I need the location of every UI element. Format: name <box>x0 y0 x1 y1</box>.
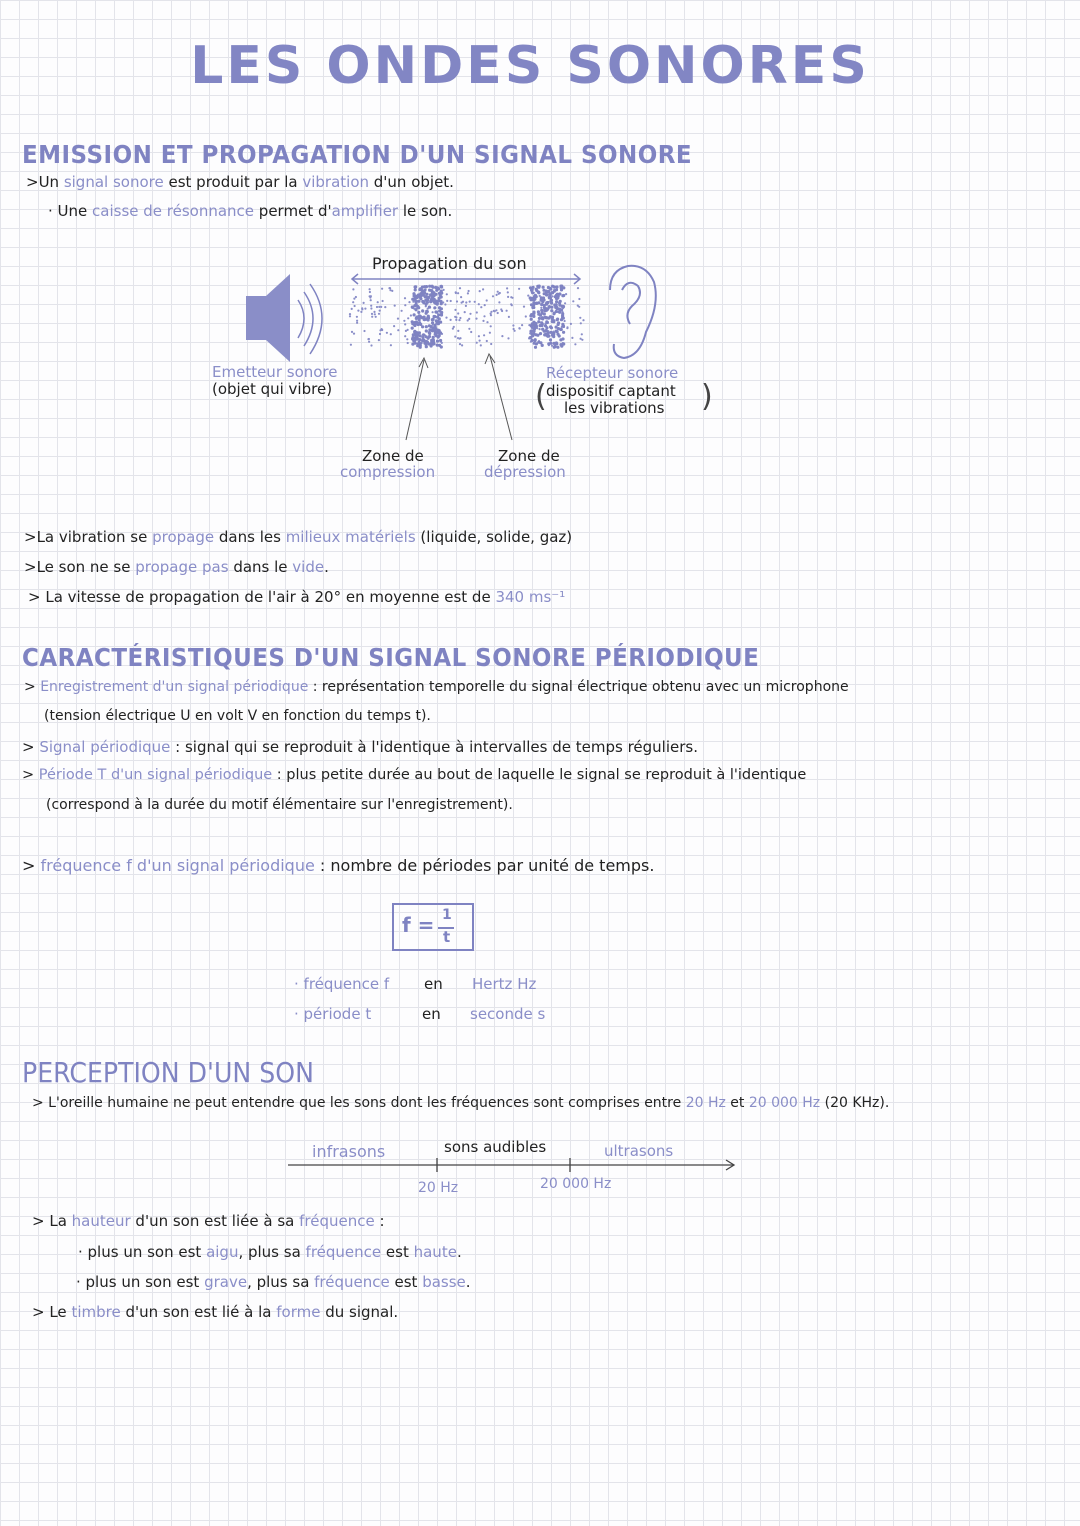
unit-value: seconde s <box>470 1005 546 1023</box>
receiver-sublabel-1: dispositif captant <box>546 382 676 400</box>
axis-audible: sons audibles <box>444 1138 547 1156</box>
receiver-sublabel-2: les vibrations <box>564 399 665 417</box>
text-line: > Période T d'un signal périodique : plus petite durée au bout de laquelle le signal se reproduit à l'identique <box>22 767 807 783</box>
ear-icon <box>610 266 656 358</box>
frequency-formula: f = 1 t <box>392 903 474 951</box>
text-line: (tension électrique U en volt V en fonction du temps t). <box>44 708 431 724</box>
unit-en: en <box>424 975 443 993</box>
text-line: > La hauteur d'un son est liée à sa fréquence : <box>32 1212 385 1230</box>
text-line: >La vibration se propage dans les milieux matériels (liquide, solide, gaz) <box>24 528 573 546</box>
medium-band <box>349 285 585 349</box>
paren-right: ) <box>701 379 713 414</box>
emitter-sublabel: (objet qui vibre) <box>212 380 333 398</box>
propagation-diagram <box>0 0 1080 500</box>
text-line: >Le son ne se propage pas dans le vide. <box>24 558 329 576</box>
axis-tick-20hz: 20 Hz <box>418 1180 459 1196</box>
zone-compression-label-2: compression <box>340 463 436 481</box>
axis-tick-20000hz: 20 000 Hz <box>540 1176 612 1192</box>
text-line: > L'oreille humaine ne peut entendre que les sons dont les fréquences sont comprises entre 20 Hz et 20 000 Hz (20 KHz). <box>32 1095 890 1111</box>
zone-arrows <box>406 354 512 440</box>
unit-value: Hertz Hz <box>472 975 537 993</box>
text-line: (correspond à la durée du motif élémentaire sur l'enregistrement). <box>46 797 513 813</box>
receiver-label: Récepteur sonore <box>546 364 679 382</box>
text-line: >Un signal sonore est produit par la vibration d'un objet. <box>26 173 454 191</box>
page-title: LES ONDES SONORES <box>190 36 870 96</box>
speaker-icon <box>246 274 322 362</box>
text-line: · Une caisse de résonnance permet d'amplifier le son. <box>48 202 453 220</box>
text-line: > La vitesse de propagation de l'air à 20° en moyenne est de 340 ms⁻¹ <box>28 588 566 606</box>
emitter-label: Emetteur sonore <box>212 363 338 381</box>
text-line: · plus un son est grave, plus sa fréquence est basse. <box>76 1273 471 1291</box>
text-line: > Le timbre d'un son est lié à la forme du signal. <box>32 1303 399 1321</box>
zone-compression-label-1: Zone de <box>362 447 424 465</box>
text-line: > fréquence f d'un signal périodique : nombre de périodes par unité de temps. <box>22 856 655 875</box>
propagation-label: Propagation du son <box>372 254 527 273</box>
text-line: > Enregistrement d'un signal périodique : représentation temporelle du signal électrique obtenu avec un microphone <box>24 679 849 695</box>
unit-name: · fréquence f <box>294 975 390 993</box>
paren-left: ( <box>535 379 547 414</box>
propagation-arrow <box>352 274 580 284</box>
text-line: > Signal périodique : signal qui se reproduit à l'identique à intervalles de temps réguliers. <box>22 738 698 756</box>
text-line: · plus un son est aigu, plus sa fréquence est haute. <box>78 1243 462 1261</box>
section-heading-emission: EMISSION ET PROPAGATION D'UN SIGNAL SONORE <box>22 140 693 169</box>
axis-ultrasons: ultrasons <box>604 1142 674 1160</box>
section-heading-caracteristiques: CARACTÉRISTIQUES D'UN SIGNAL SONORE PÉRIODIQUE <box>22 643 760 672</box>
section-heading-perception: PERCEPTION D'UN SON <box>22 1056 314 1089</box>
unit-en: en <box>422 1005 441 1023</box>
zone-depression-label-1: Zone de <box>498 447 560 465</box>
axis-infrasons: infrasons <box>312 1142 386 1161</box>
unit-name: · période t <box>294 1005 372 1023</box>
zone-depression-label-2: dépression <box>484 463 566 481</box>
